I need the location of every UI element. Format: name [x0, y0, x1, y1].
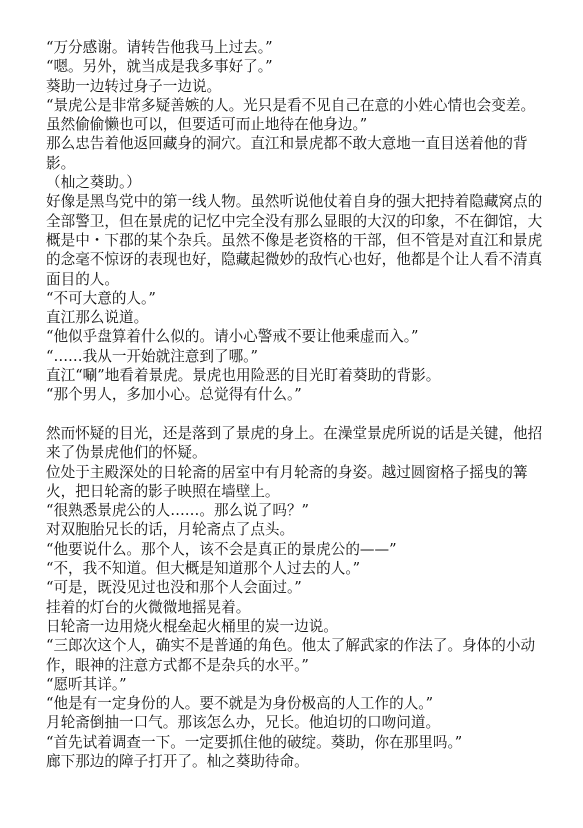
paragraph: 挂着的灯台的火微微地摇晃着。	[46, 598, 251, 616]
paragraph: “嗯。另外，就当成是我多事好了。”	[46, 58, 273, 76]
paragraph: “很熟悉景虎公的人……。那么说了吗？”	[46, 502, 310, 520]
paragraph: 日轮斋一边用烧火棍垒起火桶里的炭一边说。	[46, 617, 338, 635]
paragraph: 葵助一边转过身子一边说。	[46, 77, 222, 95]
paragraph: 位处于主殿深处的日轮斋的居室中有月轮斋的身姿。越过圆窗格子摇曳的篝火，把日轮斋的影子映照在墙壁上。	[46, 463, 528, 500]
paragraph: 直江那么说道。	[46, 309, 149, 327]
paragraph: “他似乎盘算着什么似的。请小心警戒不要让他乘虚而入。”	[46, 328, 419, 346]
document-page	[46, 38, 546, 771]
paragraph: “愿听其详。”	[46, 675, 127, 693]
paragraph: 好像是黑鸟党中的第一线人物。虽然听说他仗着自身的强大把持着隐藏窝点的全部警卫，但在景虎的记忆中完全没有那么显眼的大汉的印象，不在御馆，大概是中・下郡的某个杂兵。虽然不像是老资格的干部，但不管是对直江和景虎的念毫不惊讶的表现也好，隐藏起微妙的敌忾心也好，他都是个让人看不清真面目的人。	[46, 193, 543, 288]
paragraph: 直江“唰”地看着景虎。景虎也用险恶的目光盯着葵助的背影。	[46, 367, 441, 385]
paragraph: “三郎次这个人，确实不是普通的角色。他太了解武家的作法了。身体的小动作，眼神的注意方式都不是杂兵的水平。”	[46, 637, 536, 674]
paragraph: “万分感谢。请转告他我马上过去。”	[46, 39, 273, 56]
paragraph: （杣之葵助。）	[46, 174, 141, 192]
paragraph: 廊下那边的障子打开了。杣之葵助待命。	[46, 752, 309, 770]
paragraph: “那个男人，多加小心。总觉得有什么。”	[46, 386, 302, 404]
paragraph: “他是有一定身份的人。要不就是为身份极高的人工作的人。”	[46, 695, 434, 713]
paragraph: “不，我不知道。但大概是知道那个人过去的人。”	[46, 560, 361, 578]
paragraph: “景虎公是非常多疑善嫉的人。光只是看不见自己在意的小姓心情也会变差。虽然偷偷懒也可以，但要适可而止地待在他身边。”	[46, 96, 536, 134]
paragraph: 然而怀疑的目光，还是落到了景虎的身上。在澡堂景虎所说的话是关键，他招来了伪景虎他们的怀疑。	[46, 424, 543, 462]
paragraph: 月轮斋倒抽一口气。那该怎么办，兄长。他迫切的口吻问道。	[46, 714, 441, 732]
section-gap	[46, 405, 546, 424]
paragraph: “他要说什么。那个人，该不会是真正的景虎公的——”	[46, 540, 397, 558]
paragraph: “首先试着调查一下。一定要抓住他的破绽。葵助，你在那里吗。”	[46, 733, 463, 751]
paragraph: “可是，既没见过也没和那个人会面过。”	[46, 579, 302, 597]
paragraph: “……我从一开始就注意到了哪。”	[46, 347, 258, 365]
paragraph: 对双胞胎兄长的话，月轮斋点了点头。	[46, 521, 295, 539]
paragraph: 那么忠告着他返回藏身的洞穴。直江和景虎都不敢大意地一直目送着他的背影。	[46, 135, 528, 172]
paragraph: “不可大意的人。”	[46, 289, 156, 307]
